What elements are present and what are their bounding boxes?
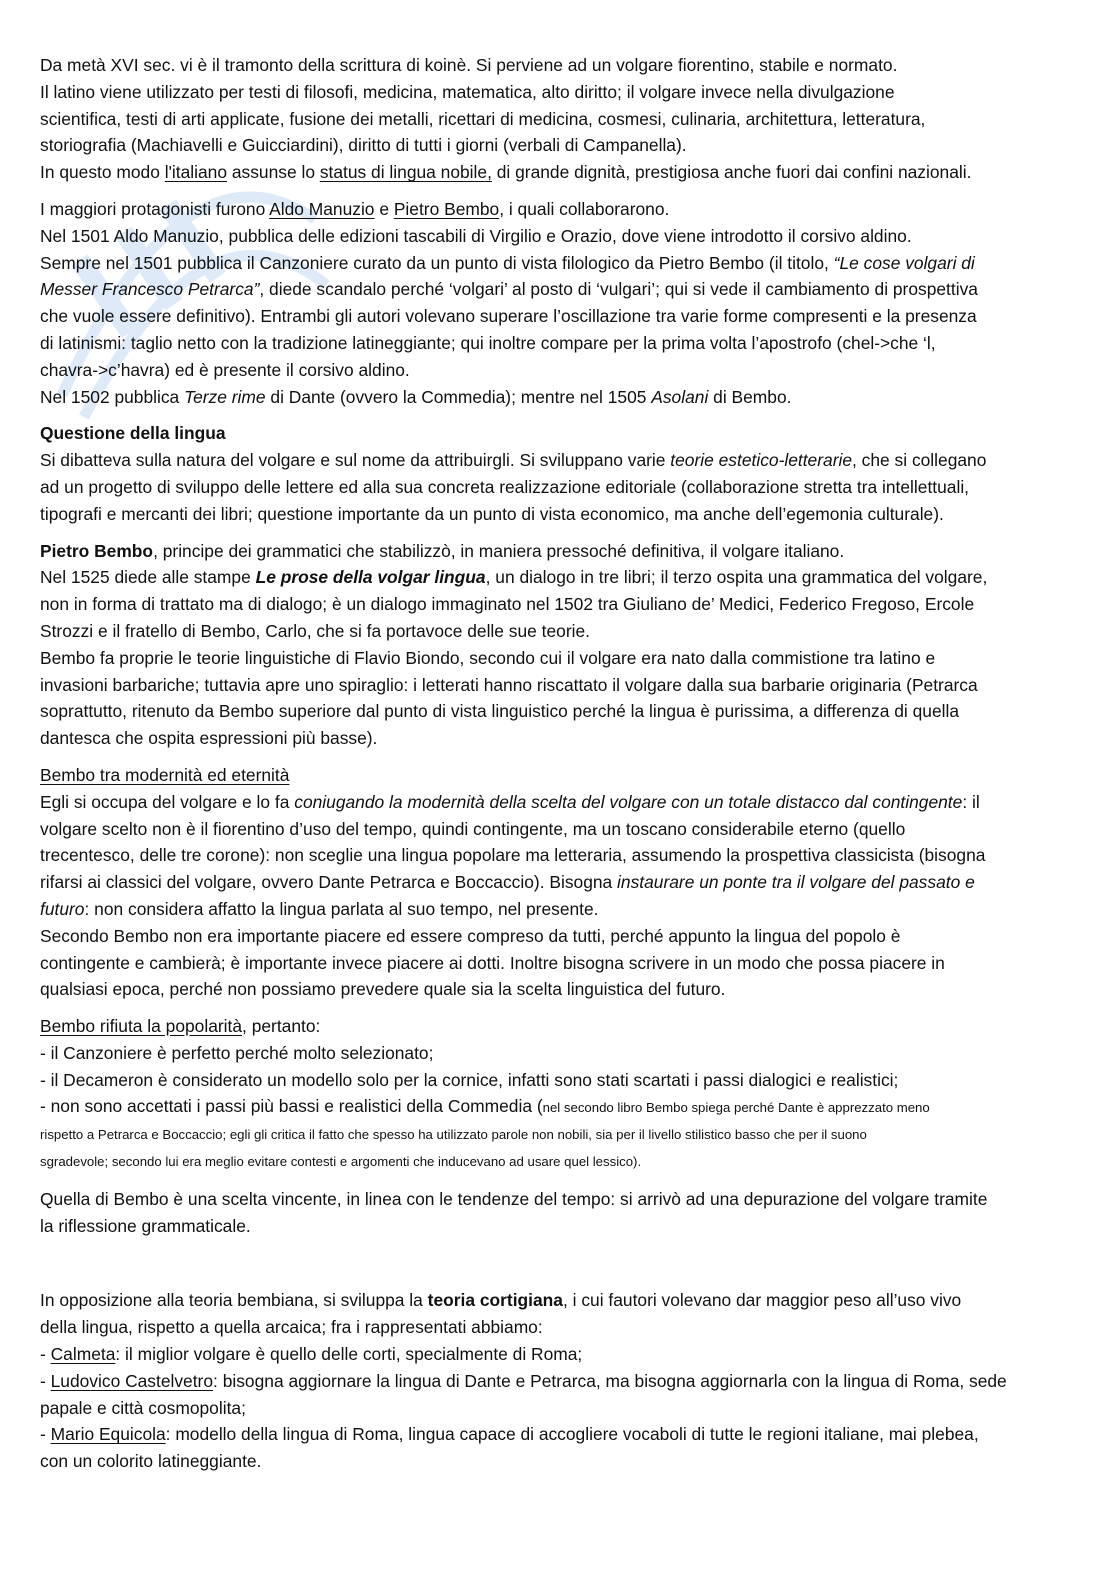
text-line: trecentesco, delle tre corone): non sceglie una lingua popolare ma letteraria, assumendo la prospettiva classicista (bisogna [40,845,986,866]
text-span: : non considera affatto la lingua parlata al suo tempo, nel presente. [84,898,599,919]
italic-title: Messer Francesco Petrarca” [40,279,260,300]
text-span: - [40,1344,51,1365]
rifiuta-popolarita-section [40,1013,1080,1176]
text-span: : il miglior volgare è quello delle corti, specialmente di Roma; [115,1344,583,1365]
section-heading: Questione della lingua [40,423,226,444]
list-item: - non sono accettati i passi più bassi e realistici della Commedia ( [40,1096,543,1117]
text-span: , principe dei grammatici che stabilizzò, in maniera pressoché definitiva, il volgare italiano. [153,540,845,561]
text-span: , diede scandalo perché ‘volgari’ al posto di ‘vulgari’; qui si vede il cambiamento di prospettiva [259,279,978,300]
text-span: , pertanto: [242,1016,321,1037]
text-line: volgare scelto non è il fiorentino d’uso del tempo, quindi contingente, ma un toscano considerabile eterno (quello [40,818,906,839]
text-line: della lingua, rispetto a quella arcaica; fra i rappresentati abbiamo: [40,1317,543,1338]
intro-paragraph [40,52,1080,186]
modernita-eternita-section [40,762,1080,1003]
underlined-heading: Bembo tra modernità ed eternità [40,764,290,785]
text-span: Egli si occupa del volgare e lo fa [40,791,295,812]
italic-title: Asolani [651,386,709,407]
text-span: , che si collegano [852,450,987,471]
text-line: papale e città cosmopolita; [40,1397,246,1418]
list-item: - il Decameron è considerato un modello solo per la cornice, infatti sono stati scartati i passi dialogici e realistici; [40,1069,899,1090]
text-span: , un dialogo in tre libri; il terzo ospita una grammatica del volgare, [485,567,988,588]
text-span: In questo modo [40,162,165,183]
text-line: Quella di Bembo è una scelta vincente, in linea con le tendenze del tempo: si arrivò ad una depurazione del volgare tramite [40,1188,988,1209]
text-span: di Bembo. [708,386,792,407]
italic-term: teorie estetico-letterarie [670,450,853,471]
text-span: , i cui fautori volevano dar maggior peso all’uso vivo [562,1290,962,1311]
text-line: Strozzi e il fratello di Bembo, Carlo, che si fa portavoce delle sue teorie. [40,620,591,641]
text-line: di latinismi: taglio netto con la tradizione latineggiante; qui inoltre compare per la prima volta l’apostrofo (chel->che ‘l, [40,332,936,353]
list-item: - il Canzoniere è perfetto perché molto selezionato; [40,1042,434,1063]
text-span: assunse lo [227,162,320,183]
bold-italic-title: Le prose della volgar lingua [255,567,486,588]
teoria-cortigiana-paragraph [40,1287,1080,1475]
document-page [40,52,1080,1475]
italic-title: “Le cose volgari di [833,252,975,273]
text-span: I maggiori protagonisti furono [40,198,270,219]
text-span: In opposizione alla teoria bembiana, si sviluppa la [40,1290,428,1311]
underlined-name: Ludovico Castelvetro [50,1370,214,1391]
text-span: Sempre nel 1501 pubblica il Canzoniere curato da un punto di vista filologico da Pietro Bembo (il titolo, [40,252,834,273]
text-span: - [40,1370,51,1391]
bold-name: Pietro Bembo [40,540,154,561]
underlined-name: Mario Equicola [50,1424,166,1445]
text-span: di grande dignità, prestigiosa anche fuori dai confini nazionali. [491,162,972,183]
text-span: , i quali collaborarono. [499,198,670,219]
underlined-name: Aldo Manuzio [269,198,375,219]
text-line: storiografia (Machiavelli e Guicciardini), diritto di tutti i giorni (verbali di Campanella). [40,135,687,156]
italic-phrase: coniugando la modernità della scelta del volgare con un totale distacco dal contingente [294,791,963,812]
italic-phrase: futuro [40,898,85,919]
underlined-heading: Bembo rifiuta la popolarità [40,1016,243,1037]
text-line: la riflessione grammaticale. [40,1215,251,1236]
text-span: - [40,1424,51,1445]
pietro-bembo-paragraph [40,538,1080,752]
text-line: qualsiasi epoca, perché non possiamo prevedere quale sia la scelta linguistica del futuro. [40,979,726,1000]
text-line: scientifica, testi di arti applicate, fusione dei metalli, ricettari di medicina, cosmesi, culinaria, architettura, letteratura, [40,108,926,129]
text-line: chavra->c’havra) ed è presente il corsivo aldino. [40,359,410,380]
text-span: : bisogna aggiornare la lingua di Dante e Petrarca, ma bisogna aggiornarla con la lingua di Roma, sede [213,1370,1007,1391]
text-line: Secondo Bembo non era importante piacere ed essere compreso da tutti, perché appunto la lingua del popolo è [40,925,901,946]
bold-term: teoria cortigiana [427,1290,563,1311]
text-span: di Dante (ovvero la Commedia); mentre nel 1505 [265,386,652,407]
text-span: e [374,198,394,219]
text-line: soprattutto, ritenuto da Bembo superiore dal punto di vista linguistico perché la lingua è purissima, a differenza di quella [40,701,960,722]
text-line: Nel 1501 Aldo Manuzio, pubblica delle edizioni tascabili di Virgilio e Orazio, dove viene introdotto il corsivo aldino. [40,225,912,246]
text-line: non in forma di trattato ma di dialogo; è un dialogo immaginato nel 1502 tra Giuliano de’ Medici, Federico Fregoso, Ercole [40,594,975,615]
text-span: Si dibatteva sulla natura del volgare e sul nome da attribuirgli. Si sviluppano varie [40,450,671,471]
text-line: ad un progetto di sviluppo delle lettere ed alla sua concreta realizzazione editoriale (collaborazione stretta tra intellettuali, [40,476,970,497]
small-note: sgradevole; secondo lui era meglio evitare contesti e argomenti che inducevano ad usare quel lessico). [40,1154,642,1170]
italic-phrase: instaurare un ponte tra il volgare del passato e [617,872,975,893]
italic-title: Terze rime [184,386,266,407]
small-note: nel secondo libro Bembo spiega perché Dante è apprezzato meno [542,1100,930,1116]
text-line: che vuole essere definitivo). Entrambi gli autori volevano superare l’oscillazione tra varie forme compresenti e la presenza [40,306,977,327]
underlined-term: l'italiano [164,162,228,183]
text-span: : il [962,791,980,812]
text-line: tipografi e mercanti dei libri; questione importante da un punto di vista economico, ma anche dell’egemonia culturale). [40,503,944,524]
text-span: : modello della lingua di Roma, lingua capace di accogliere vocaboli di tutte le regioni italiane, mai plebea, [165,1424,979,1445]
text-line: Bembo fa proprie le teorie linguistiche di Flavio Biondo, secondo cui il volgare era nato dalla commistione tra latino e [40,647,936,668]
text-line: con un colorito latineggiante. [40,1451,262,1472]
manuzio-bembo-paragraph [40,196,1080,410]
text-line: contingente e cambierà; è importante invece piacere ai dotti. Inoltre bisogna scrivere in un modo che possa piacere in [40,952,945,973]
text-line: dantesca che ospita espressioni più basse). [40,728,378,749]
underlined-name: Calmeta [50,1344,116,1365]
questione-lingua-section [40,420,1080,527]
text-span: Nel 1502 pubblica [40,386,185,407]
scelta-vincente-paragraph [40,1186,1080,1240]
text-line: Da metà XVI sec. vi è il tramonto della scrittura di koinè. Si perviene ad un volgare fiorentino, stabile e normato. [40,55,898,75]
text-line: Il latino viene utilizzato per testi di filosofi, medicina, matematica, alto diritto; il volgare invece nella divulgazione [40,81,895,102]
small-note: rispetto a Petrarca e Boccaccio; egli gli critica il fatto che spesso ha utilizzato parole non nobili, sia per il livello stilistico basso che per il suono [40,1127,867,1143]
text-line: invasioni barbariche; tuttavia apre uno spiraglio: i letterati hanno riscattato il volgare dalla sua barbarie originaria (Petrarca [40,674,978,695]
underlined-term: status di lingua nobile, [319,162,492,183]
text-span: rifarsi ai classici del volgare, ovvero Dante Petrarca e Boccaccio). Bisogna [40,872,618,893]
text-span: Nel 1525 diede alle stampe [40,567,256,588]
underlined-name: Pietro Bembo [393,198,500,219]
